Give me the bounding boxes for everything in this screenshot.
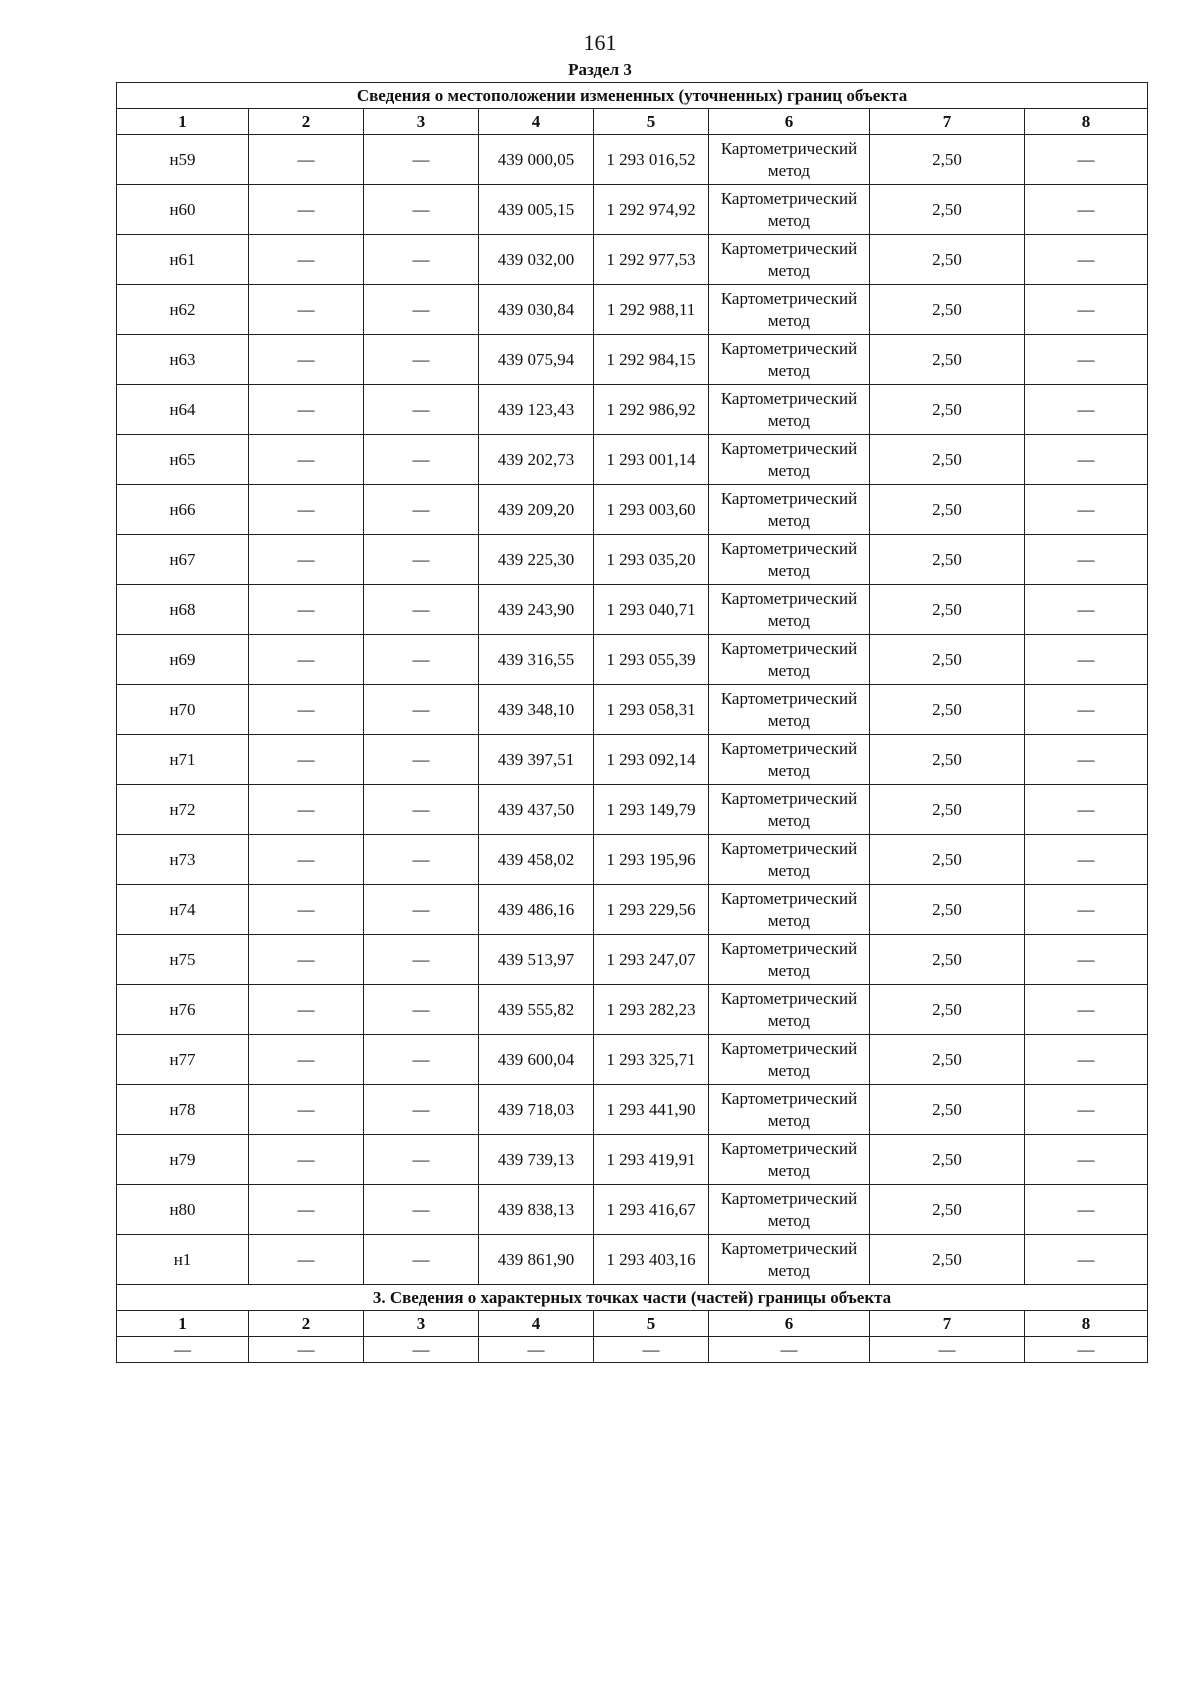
table-cell: —	[1025, 535, 1148, 585]
table-cell: —	[249, 435, 364, 485]
table-cell: —	[1025, 935, 1148, 985]
table-cell: —	[249, 635, 364, 685]
method-cell: Картометрический метод	[709, 435, 870, 485]
x-coordinate-cell: 439 437,50	[479, 785, 594, 835]
table-row	[117, 1185, 1148, 1235]
x-coordinate-cell: 439 513,97	[479, 935, 594, 985]
y-coordinate-cell: 1 293 149,79	[594, 785, 709, 835]
y-coordinate-cell: 1 293 247,07	[594, 935, 709, 985]
table-cell: —	[1025, 485, 1148, 535]
y-coordinate-cell: 1 293 229,56	[594, 885, 709, 935]
y-coordinate-cell: 1 293 325,71	[594, 1035, 709, 1085]
page-number: 161	[583, 30, 617, 55]
table-cell: —	[1025, 585, 1148, 635]
table-cell: —	[249, 1035, 364, 1085]
table-cell: —	[249, 1135, 364, 1185]
table-row	[117, 1035, 1148, 1085]
table-cell: —	[364, 735, 479, 785]
table-cell: —	[249, 835, 364, 885]
table-row	[117, 235, 1148, 285]
parts-column-number-row	[117, 1311, 1148, 1337]
table-cell: —	[364, 1235, 479, 1285]
table-row	[117, 835, 1148, 885]
x-coordinate-cell: 439 861,90	[479, 1235, 594, 1285]
point-cell: н75	[117, 935, 249, 985]
method-cell: Картометрический метод	[709, 1085, 870, 1135]
accuracy-cell: 2,50	[870, 1185, 1025, 1235]
table-cell: —	[249, 735, 364, 785]
method-cell: Картометрический метод	[709, 135, 870, 185]
x-coordinate-cell: 439 486,16	[479, 885, 594, 935]
column-number: 1	[117, 1311, 249, 1337]
method-cell: Картометрический метод	[709, 735, 870, 785]
method-cell: Картометрический метод	[709, 885, 870, 935]
table-row	[117, 935, 1148, 985]
accuracy-cell: 2,50	[870, 485, 1025, 535]
accuracy-cell: 2,50	[870, 585, 1025, 635]
table-heading: Сведения о местоположении измененных (уточненных) границ объекта	[117, 83, 1148, 109]
accuracy-cell: 2,50	[870, 435, 1025, 485]
method-cell: Картометрический метод	[709, 1035, 870, 1085]
table-cell: —	[364, 185, 479, 235]
y-coordinate-cell: 1 293 040,71	[594, 585, 709, 635]
point-cell: н74	[117, 885, 249, 935]
table-cell: —	[249, 1337, 364, 1363]
y-coordinate-cell: 1 293 035,20	[594, 535, 709, 585]
column-number: 8	[1025, 109, 1148, 135]
column-number: 3	[364, 1311, 479, 1337]
table-cell: —	[364, 1085, 479, 1135]
table-row	[117, 535, 1148, 585]
method-cell: Картометрический метод	[709, 685, 870, 735]
table-cell: —	[1025, 135, 1148, 185]
table-row	[117, 1135, 1148, 1185]
table-cell: —	[249, 185, 364, 235]
accuracy-cell: 2,50	[870, 1235, 1025, 1285]
point-cell: н67	[117, 535, 249, 585]
accuracy-cell: 2,50	[870, 735, 1025, 785]
accuracy-cell: 2,50	[870, 285, 1025, 335]
y-coordinate-cell: 1 293 282,23	[594, 985, 709, 1035]
point-cell: н62	[117, 285, 249, 335]
accuracy-cell: 2,50	[870, 1085, 1025, 1135]
table-cell: —	[249, 235, 364, 285]
parts-heading: 3. Сведения о характерных точках части (частей) границы объекта	[117, 1285, 1148, 1311]
table-cell: —	[1025, 835, 1148, 885]
y-coordinate-cell: 1 293 403,16	[594, 1235, 709, 1285]
table-cell: —	[1025, 1337, 1148, 1363]
accuracy-cell: 2,50	[870, 685, 1025, 735]
x-coordinate-cell: 439 316,55	[479, 635, 594, 685]
x-coordinate-cell: 439 202,73	[479, 435, 594, 485]
x-coordinate-cell: 439 739,13	[479, 1135, 594, 1185]
accuracy-cell: 2,50	[870, 935, 1025, 985]
table-cell: —	[249, 935, 364, 985]
method-cell: Картометрический метод	[709, 1185, 870, 1235]
y-coordinate-cell: 1 293 016,52	[594, 135, 709, 185]
table-row	[117, 785, 1148, 835]
x-coordinate-cell: 439 209,20	[479, 485, 594, 535]
x-coordinate-cell: 439 123,43	[479, 385, 594, 435]
point-cell: н1	[117, 1235, 249, 1285]
table-cell: —	[1025, 235, 1148, 285]
point-cell: н77	[117, 1035, 249, 1085]
table-row	[117, 685, 1148, 735]
x-coordinate-cell: 439 000,05	[479, 135, 594, 185]
table-cell: —	[1025, 635, 1148, 685]
table-row	[117, 135, 1148, 185]
column-number: 2	[249, 109, 364, 135]
table-row	[117, 485, 1148, 535]
method-cell: Картометрический метод	[709, 235, 870, 285]
accuracy-cell: 2,50	[870, 235, 1025, 285]
table-row	[117, 285, 1148, 335]
x-coordinate-cell: 439 458,02	[479, 835, 594, 885]
point-cell: н76	[117, 985, 249, 1035]
table-cell: —	[594, 1337, 709, 1363]
column-number: 8	[1025, 1311, 1148, 1337]
method-cell: Картометрический метод	[709, 585, 870, 635]
x-coordinate-cell: 439 397,51	[479, 735, 594, 785]
table-cell: —	[364, 335, 479, 385]
table-cell: —	[249, 885, 364, 935]
table-row	[117, 385, 1148, 435]
table-row	[117, 735, 1148, 785]
column-number: 2	[249, 1311, 364, 1337]
accuracy-cell: 2,50	[870, 535, 1025, 585]
y-coordinate-cell: 1 293 001,14	[594, 435, 709, 485]
point-cell: н63	[117, 335, 249, 385]
column-number: 3	[364, 109, 479, 135]
x-coordinate-cell: 439 075,94	[479, 335, 594, 385]
table-cell: —	[1025, 1085, 1148, 1135]
method-cell: Картометрический метод	[709, 485, 870, 535]
table-cell: —	[364, 635, 479, 685]
boundary-table	[116, 82, 1148, 1363]
y-coordinate-cell: 1 292 988,11	[594, 285, 709, 335]
table-cell: —	[1025, 785, 1148, 835]
table-row	[117, 1085, 1148, 1135]
point-cell: н78	[117, 1085, 249, 1135]
point-cell: н69	[117, 635, 249, 685]
table-cell: —	[249, 685, 364, 735]
column-number: 4	[479, 109, 594, 135]
table-row	[117, 435, 1148, 485]
table-cell: —	[364, 1185, 479, 1235]
table-cell: —	[364, 285, 479, 335]
y-coordinate-cell: 1 293 195,96	[594, 835, 709, 885]
x-coordinate-cell: 439 225,30	[479, 535, 594, 585]
point-cell: н68	[117, 585, 249, 635]
y-coordinate-cell: 1 293 419,91	[594, 1135, 709, 1185]
point-cell: н64	[117, 385, 249, 435]
table-cell: —	[1025, 885, 1148, 935]
table-cell: —	[364, 935, 479, 985]
method-cell: Картометрический метод	[709, 185, 870, 235]
y-coordinate-cell: 1 292 974,92	[594, 185, 709, 235]
table-cell: —	[249, 285, 364, 335]
table-cell: —	[364, 835, 479, 885]
x-coordinate-cell: 439 032,00	[479, 235, 594, 285]
table-cell: —	[364, 885, 479, 935]
table-cell: —	[249, 335, 364, 385]
section-title: Раздел 3	[568, 60, 632, 79]
table-row	[117, 985, 1148, 1035]
x-coordinate-cell: 439 005,15	[479, 185, 594, 235]
point-cell: н70	[117, 685, 249, 735]
table-cell: —	[364, 1135, 479, 1185]
method-cell: Картометрический метод	[709, 1235, 870, 1285]
table-cell: —	[249, 385, 364, 435]
point-cell: н66	[117, 485, 249, 535]
table-cell: —	[1025, 1135, 1148, 1185]
column-number: 1	[117, 109, 249, 135]
method-cell: Картометрический метод	[709, 835, 870, 885]
method-cell: Картометрический метод	[709, 335, 870, 385]
accuracy-cell: 2,50	[870, 985, 1025, 1035]
column-number: 5	[594, 109, 709, 135]
x-coordinate-cell: 439 838,13	[479, 1185, 594, 1235]
method-cell: Картометрический метод	[709, 635, 870, 685]
table-cell: —	[1025, 1185, 1148, 1235]
point-cell: н72	[117, 785, 249, 835]
table-row	[117, 585, 1148, 635]
table-cell: —	[249, 585, 364, 635]
x-coordinate-cell: 439 030,84	[479, 285, 594, 335]
table-cell: —	[364, 435, 479, 485]
column-number: 7	[870, 1311, 1025, 1337]
accuracy-cell: 2,50	[870, 135, 1025, 185]
table-cell: —	[870, 1337, 1025, 1363]
table-row	[117, 185, 1148, 235]
table-row	[117, 1235, 1148, 1285]
table-cell: —	[364, 585, 479, 635]
point-cell: н65	[117, 435, 249, 485]
table-row	[117, 635, 1148, 685]
table-cell: —	[1025, 985, 1148, 1035]
method-cell: Картометрический метод	[709, 985, 870, 1035]
accuracy-cell: 2,50	[870, 185, 1025, 235]
accuracy-cell: 2,50	[870, 785, 1025, 835]
table-cell: —	[117, 1337, 249, 1363]
table-cell: —	[364, 685, 479, 735]
point-cell: н79	[117, 1135, 249, 1185]
table-cell: —	[249, 535, 364, 585]
x-coordinate-cell: 439 718,03	[479, 1085, 594, 1135]
table-cell: —	[1025, 735, 1148, 785]
method-cell: Картометрический метод	[709, 785, 870, 835]
table-cell: —	[1025, 435, 1148, 485]
point-cell: н71	[117, 735, 249, 785]
parts-heading-row	[117, 1285, 1148, 1311]
method-cell: Картометрический метод	[709, 1135, 870, 1185]
table-cell: —	[1025, 1035, 1148, 1085]
column-number: 5	[594, 1311, 709, 1337]
point-cell: н73	[117, 835, 249, 885]
table-cell: —	[249, 985, 364, 1035]
y-coordinate-cell: 1 293 416,67	[594, 1185, 709, 1235]
table-cell: —	[479, 1337, 594, 1363]
x-coordinate-cell: 439 243,90	[479, 585, 594, 635]
y-coordinate-cell: 1 293 055,39	[594, 635, 709, 685]
method-cell: Картометрический метод	[709, 535, 870, 585]
point-cell: н61	[117, 235, 249, 285]
table-heading-row	[117, 83, 1148, 109]
y-coordinate-cell: 1 293 003,60	[594, 485, 709, 535]
accuracy-cell: 2,50	[870, 1135, 1025, 1185]
parts-empty-row	[117, 1337, 1148, 1363]
table-cell: —	[364, 785, 479, 835]
table-cell: —	[249, 485, 364, 535]
accuracy-cell: 2,50	[870, 1035, 1025, 1085]
table-cell: —	[364, 385, 479, 435]
x-coordinate-cell: 439 555,82	[479, 985, 594, 1035]
table-cell: —	[1025, 185, 1148, 235]
table-cell: —	[1025, 285, 1148, 335]
y-coordinate-cell: 1 293 441,90	[594, 1085, 709, 1135]
table-cell: —	[1025, 685, 1148, 735]
column-number: 6	[709, 109, 870, 135]
y-coordinate-cell: 1 293 092,14	[594, 735, 709, 785]
table-cell: —	[364, 1035, 479, 1085]
column-number: 6	[709, 1311, 870, 1337]
table-cell: —	[364, 985, 479, 1035]
accuracy-cell: 2,50	[870, 335, 1025, 385]
table-cell: —	[364, 235, 479, 285]
table-cell: —	[364, 485, 479, 535]
table-cell: —	[249, 1085, 364, 1135]
table-row	[117, 885, 1148, 935]
y-coordinate-cell: 1 293 058,31	[594, 685, 709, 735]
table-cell: —	[364, 135, 479, 185]
column-number: 4	[479, 1311, 594, 1337]
accuracy-cell: 2,50	[870, 885, 1025, 935]
accuracy-cell: 2,50	[870, 385, 1025, 435]
table-cell: —	[249, 785, 364, 835]
accuracy-cell: 2,50	[870, 635, 1025, 685]
table-cell: —	[709, 1337, 870, 1363]
point-cell: н59	[117, 135, 249, 185]
table-cell: —	[364, 535, 479, 585]
column-number-row	[117, 109, 1148, 135]
y-coordinate-cell: 1 292 986,92	[594, 385, 709, 435]
method-cell: Картометрический метод	[709, 285, 870, 335]
table-cell: —	[249, 1185, 364, 1235]
y-coordinate-cell: 1 292 977,53	[594, 235, 709, 285]
table-cell: —	[1025, 1235, 1148, 1285]
accuracy-cell: 2,50	[870, 835, 1025, 885]
method-cell: Картометрический метод	[709, 385, 870, 435]
table-cell: —	[364, 1337, 479, 1363]
table-row	[117, 335, 1148, 385]
method-cell: Картометрический метод	[709, 935, 870, 985]
x-coordinate-cell: 439 348,10	[479, 685, 594, 735]
table-cell: —	[1025, 335, 1148, 385]
point-cell: н60	[117, 185, 249, 235]
table-cell: —	[249, 135, 364, 185]
y-coordinate-cell: 1 292 984,15	[594, 335, 709, 385]
x-coordinate-cell: 439 600,04	[479, 1035, 594, 1085]
table-cell: —	[1025, 385, 1148, 435]
column-number: 7	[870, 109, 1025, 135]
point-cell: н80	[117, 1185, 249, 1235]
table-cell: —	[249, 1235, 364, 1285]
